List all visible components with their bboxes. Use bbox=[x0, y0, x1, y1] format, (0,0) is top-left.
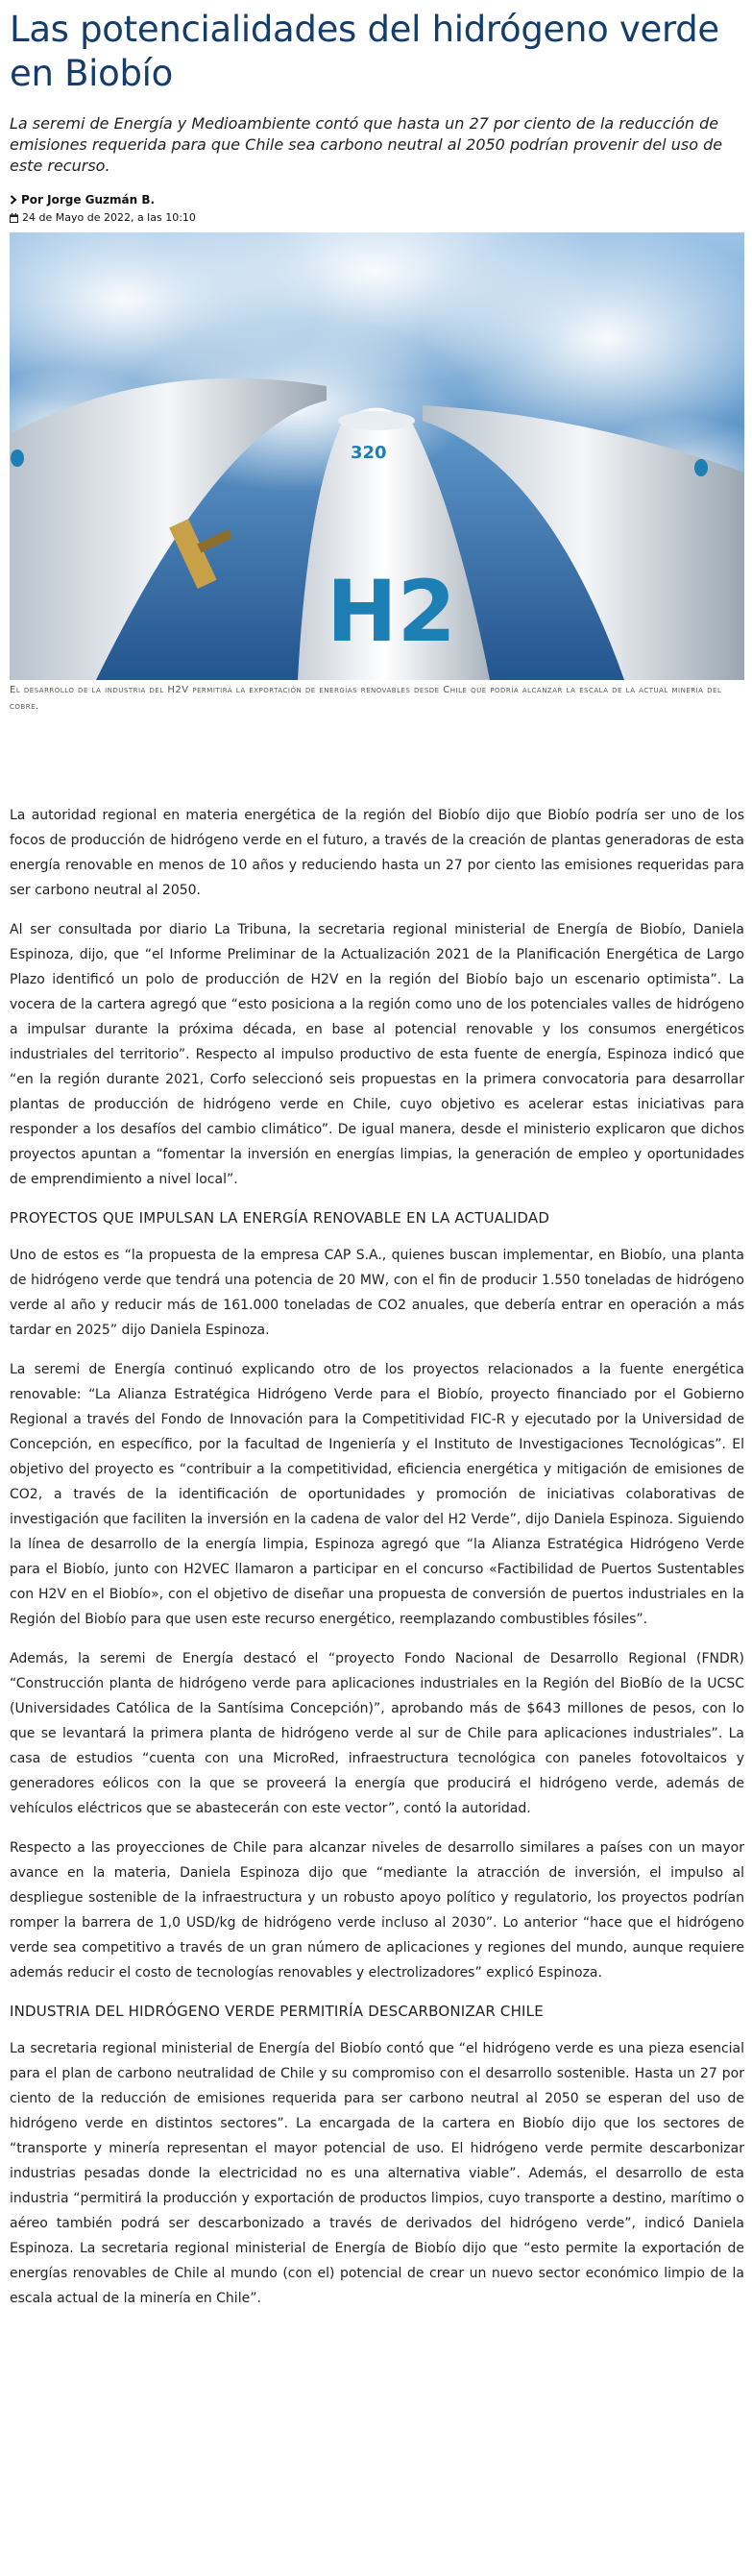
section-heading: PROYECTOS QUE IMPULSAN LA ENERGÍA RENOVABLE EN LA ACTUALIDAD bbox=[10, 1209, 550, 1227]
figure-caption: El desarrollo de la industria del H2V permitirá la exportación de energías renovables desde Chile que podría alcanzar la escala de la actual minería del cobre. bbox=[10, 685, 722, 712]
article-figure bbox=[10, 232, 744, 715]
article-title: Las potencialidades del hidrógeno verde en Biobío bbox=[10, 9, 719, 94]
article-body bbox=[10, 803, 744, 2311]
body-paragraph: Al ser consultada por diario La Tribuna, la secretaria regional ministerial de Energía de Biobío, Daniela Espinoza, dijo, que “el Informe Preliminar de la Actualización 2021 de la Planificación Energética de Largo Plazo identificó un polo de producción de H2V en la región del Biobío bajo un escenario optimista”. La vocera de la cartera agregó que “esto posiciona a la región como uno de los potenciales valles de hidrógeno a impulsar durante la próxima década, en base al potencial renovable y los consumos energéticos industriales del territorio”. Respecto al impulso productivo de esta fuente de energía, Espinoza indicó que “en la región durante 2021, Corfo seleccionó seis propuestas en la primera convocatoria para desarrollar plantas de producción de hidrógeno verde en Chile, cuyo objetivo es acelerar estas iniciativas para responder a los desafíos del cambio climático”. De igual manera, desde el ministerio explicaron que dichos proyectos apuntan a “fomentar la inversión en energías limpias, la generación de empleo y oportunidades de emprendimiento a nivel local”. bbox=[10, 922, 744, 1187]
article-lead: La seremi de Energía y Medioambiente contó que hasta un 27 por ciento de la reducción de emisiones requerida para que Chile sea carbono neutral al 2050 podrían provenir del uso de este recurso. bbox=[10, 114, 723, 175]
body-paragraph: La autoridad regional en materia energética de la región del Biobío dijo que Biobío podría ser uno de los focos de producción de hidrógeno verde en el futuro, a través de la creación de plantas generadoras de esta energía renovable en menos de 10 años y reduciendo hasta un 27 por ciento las emisiones requeridas para ser carbono neutral al 2050. bbox=[10, 808, 744, 898]
author-line bbox=[10, 190, 744, 209]
chevron-right-icon bbox=[10, 195, 17, 205]
article-meta bbox=[10, 190, 744, 227]
publish-date: 24 de Mayo de 2022, a las 10:10 bbox=[22, 211, 196, 224]
body-paragraph: Además, la seremi de Energía destacó el “proyecto Fondo Nacional de Desarrollo Regional (FNDR) “Construcción planta de hidrógeno verde para aplicaciones industriales en la Región del BioBío de la UCSC (Universidades Católica de la Santísima Concepción)”, aprobando más de $643 millones de pesos, con lo que se levantará la primera planta de hidrógeno verde al sur de Chile para aplicaciones industriales”. La casa de estudios “cuenta con una MicroRed, infraestructura tecnológica con paneles fotovoltaicos y generadores eólicos con la que se proveerá la energía que producirá el hidrógeno verde, además de vehículos eléctricos que se abastecerán con este vector”, contó la autoridad. bbox=[10, 1651, 744, 1816]
body-paragraph: Uno de estos es “la propuesta de la empresa CAP S.A., quienes buscan implementar, en Biobío, una planta de hidrógeno verde que tendrá una potencia de 20 MW, con el fin de producir 1.550 toneladas de hidrógeno verde al año y reducir más de 161.000 toneladas de CO2 anuales, que debería entrar en operación a más tardar en 2025” dijo Daniela Espinoza. bbox=[10, 1248, 744, 1338]
body-paragraph: La seremi de Energía continuó explicando otro de los proyectos relacionados a la fuente energética renovable: “La Alianza Estratégica Hidrógeno Verde para el Biobío, proyecto financiado por el Gobierno Regional a través del Fondo de Innovación para la Competitividad FIC-R y ejecutado por la Universidad de Concepción, en específico, por la facultad de Ingeniería y el Instituto de Investigaciones Tecnológicas”. El objetivo del proyecto es “contribuir a la competitividad, eficiencia energética y mitigación de emisiones de CO2, a través de la identificación de oportunidades y promoción de iniciativas colaborativas de investigación que faciliten la inversión en la cadena de valor del H2 Verde”, dijo Daniela Espinoza. Siguiendo la línea de desarrollo de la energía limpia, Espinoza agregó que “la Alianza Estratégica Hidrógeno Verde para el Biobío, junto con H2VEC llamaron a participar en el concurso «Factibilidad de Puertos Sustentables con H2V en el Biobío», con el objetivo de diseñar una propuesta de conversión de puertos industriales en la Región del Biobío para que usen este recurso energético, reemplazando combustibles fósiles”. bbox=[10, 1362, 744, 1627]
date-line bbox=[10, 209, 744, 227]
calendar-icon bbox=[10, 213, 18, 223]
section-heading: INDUSTRIA DEL HIDRÓGENO VERDE PERMITIRÍA DESCARBONIZAR CHILE bbox=[10, 2003, 544, 2020]
hydrogen-tanks-photo bbox=[10, 232, 744, 680]
tank-code: 320 bbox=[351, 443, 387, 463]
author-name[interactable]: Por Jorge Guzmán B. bbox=[21, 193, 156, 207]
body-paragraph: La secretaria regional ministerial de Energía del Biobío contó que “el hidrógeno verde es una pieza esencial para el plan de carbono neutralidad de Chile y su compromiso con el desarrollo sostenible. Hasta un 27 por ciento de la reducción de emisiones requerida para ser carbono neutral al 2050 se esperan del uso de hidrógeno verde en distintos sectores”. La encargada de la cartera en Biobío dijo que los sectores de “transporte y minería representan el mayor potencial de uso. El hidrógeno verde permite descarbonizar industrias pesadas donde la electricidad no es una alternativa viable”. Además, el desarrollo de esta industria “permitirá la producción y exportación de productos limpios, cuyo transporte a destino, marítimo o aéreo también podrá ser descarbonizado a través de derivados del hidrógeno verde”, indicó Daniela Espinoza. La secretaria regional ministerial de Energía de Biobío dijo que “esto permite la exportación de energías renovables de Chile al mundo (con el) potencial de crear un nuevo sector económico limpio de la escala actual de la minería en Chile”. bbox=[10, 2041, 744, 2306]
body-paragraph: Respecto a las proyecciones de Chile para alcanzar niveles de desarrollo similares a países con un mayor avance en la materia, Daniela Espinoza dijo que “mediante la atracción de inversión, el impulso al despliegue sostenible de la infraestructura y un robusto apoyo político y regulatorio, los proyectos podrían romper la barrera de 1,0 USD/kg de hidrógeno verde incluso al 2030”. Lo anterior “hace que el hidrógeno verde sea competitivo a través de un gran número de aplicaciones y regiones del mundo, aunque requiere además reducir el costo de tecnologías renovables y electrolizadores” explicó Espinoza. bbox=[10, 1840, 744, 1981]
tank-h2-label: H2 bbox=[327, 562, 456, 661]
